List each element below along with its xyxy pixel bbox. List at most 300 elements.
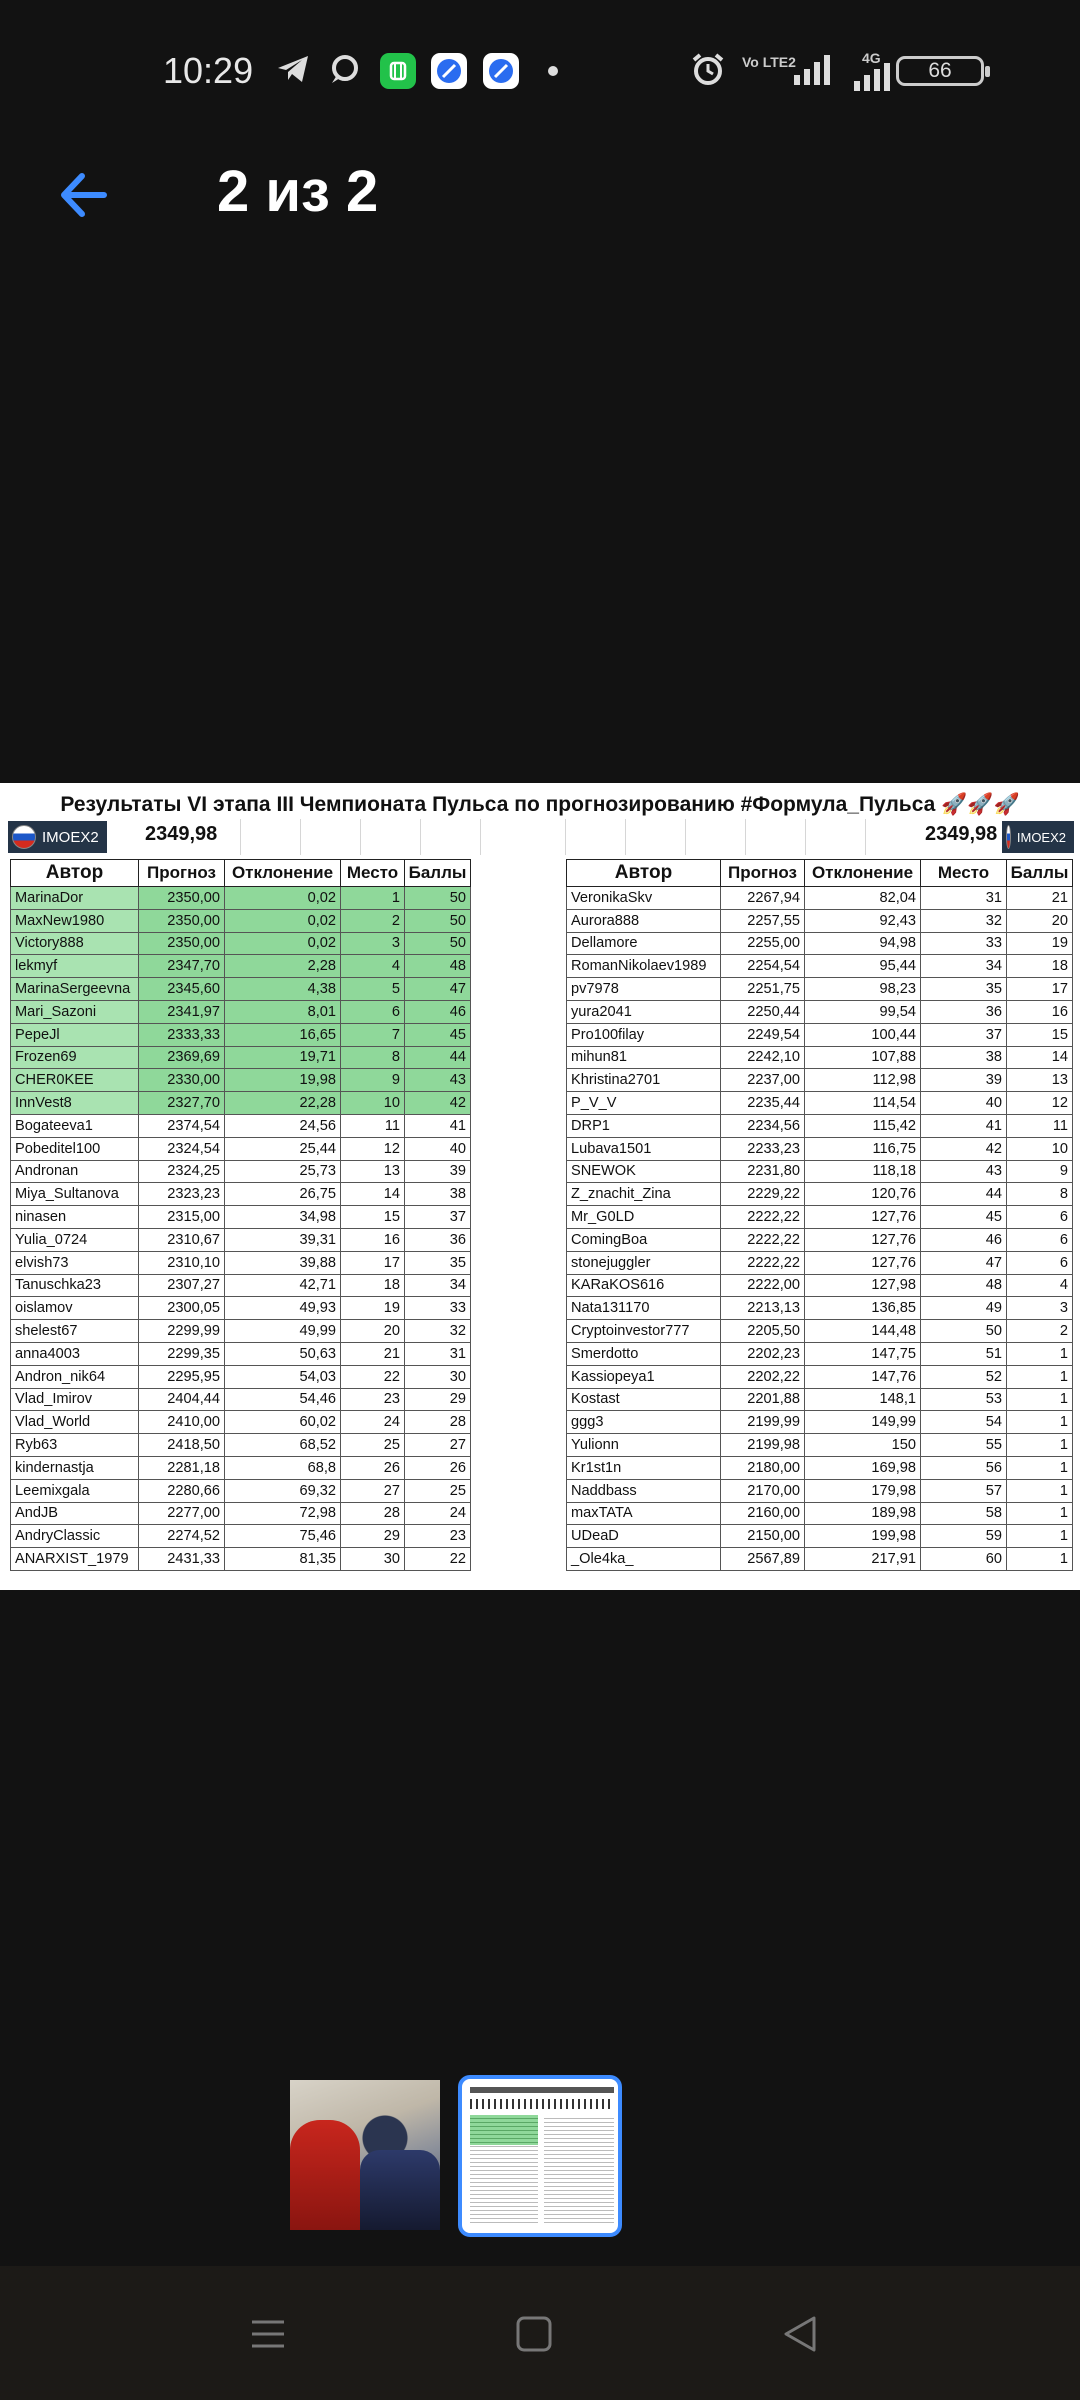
thumbnail-table-highlight [470,2115,538,2145]
cell-deviation: 19,98 [225,1069,341,1092]
cell-forecast: 2254,54 [721,955,805,978]
cell-points: 19 [1007,932,1073,955]
cell-forecast: 2299,99 [139,1320,225,1343]
cell-author: Z_znachit_Zina [567,1183,721,1206]
telegram-icon [276,52,310,86]
photo-thumbnail[interactable] [290,2080,440,2230]
index-badge-right [1002,821,1074,853]
table-row [567,1251,1073,1274]
cell-author: ggg3 [567,1411,721,1434]
cell-points: 34 [405,1274,471,1297]
cell-deviation: 92,43 [805,909,921,932]
cell-place: 41 [921,1114,1007,1137]
cell-points: 12 [1007,1092,1073,1115]
cell-points: 48 [405,955,471,978]
cell-deviation: 25,44 [225,1137,341,1160]
cell-place: 2 [341,909,405,932]
table-row [567,1228,1073,1251]
cell-place: 57 [921,1479,1007,1502]
table-row [11,1206,471,1229]
cell-author: MarinaSergeevna [11,978,139,1001]
cell-points: 29 [405,1388,471,1411]
cell-place: 1 [341,887,405,910]
column-header-place: Место [921,860,1007,887]
cell-forecast: 2202,22 [721,1365,805,1388]
table-row [11,1548,471,1571]
index-label: IMOEX2 [42,828,99,846]
cell-deviation: 54,03 [225,1365,341,1388]
image-viewer[interactable] [0,783,1080,1590]
cell-deviation: 0,02 [225,932,341,955]
cell-forecast: 2310,10 [139,1251,225,1274]
cell-author: ninasen [11,1206,139,1229]
cell-forecast: 2327,70 [139,1092,225,1115]
cell-forecast: 2404,44 [139,1388,225,1411]
cell-points: 23 [405,1525,471,1548]
cell-place: 28 [341,1502,405,1525]
column-header-points: Баллы [1007,860,1073,887]
cell-deviation: 25,73 [225,1160,341,1183]
column-header-deviation: Отклонение [225,860,341,887]
cell-points: 1 [1007,1479,1073,1502]
cell-author: Yulionn [567,1434,721,1457]
cell-deviation: 114,54 [805,1092,921,1115]
cell-place: 54 [921,1411,1007,1434]
table-thumbnail[interactable] [458,2075,622,2237]
cell-points: 11 [1007,1114,1073,1137]
cell-author: Mari_Sazoni [11,1000,139,1023]
cell-deviation: 49,93 [225,1297,341,1320]
cell-points: 26 [405,1456,471,1479]
cell-deviation: 81,35 [225,1548,341,1571]
cell-place: 3 [341,932,405,955]
cell-deviation: 100,44 [805,1023,921,1046]
table-row [567,1456,1073,1479]
cell-place: 35 [921,978,1007,1001]
menu-button[interactable] [240,2306,296,2362]
cell-place: 26 [341,1456,405,1479]
cell-points: 1 [1007,1388,1073,1411]
thumbnail-header-line [470,2099,614,2109]
racer-figure [290,2120,360,2230]
cell-place: 59 [921,1525,1007,1548]
cell-forecast: 2324,25 [139,1160,225,1183]
green-app-icon [380,53,416,89]
page-title: 2 из 2 [217,159,379,224]
cell-place: 22 [341,1365,405,1388]
table-row [11,1297,471,1320]
index-value-right: 2349,98 [925,823,998,845]
table-row [567,978,1073,1001]
cell-place: 6 [341,1000,405,1023]
column-header-points: Баллы [405,860,471,887]
table-row [11,1114,471,1137]
home-button[interactable] [506,2306,562,2362]
back-nav-button[interactable] [772,2306,828,2362]
signal-4g-label: 4G [862,50,881,66]
cell-place: 23 [341,1388,405,1411]
cell-forecast: 2205,50 [721,1320,805,1343]
table-row [11,1069,471,1092]
column-header-author: Автор [567,860,721,887]
cell-place: 53 [921,1388,1007,1411]
table-row [567,1274,1073,1297]
table-row [11,955,471,978]
cell-points: 45 [405,1023,471,1046]
column-header-forecast: Прогноз [721,860,805,887]
cell-place: 4 [341,955,405,978]
cell-place: 11 [341,1114,405,1137]
cell-points: 21 [1007,887,1073,910]
table-row [11,1411,471,1434]
cell-points: 37 [405,1206,471,1229]
table-row [11,1388,471,1411]
cell-forecast: 2250,44 [721,1000,805,1023]
cell-points: 10 [1007,1137,1073,1160]
cell-place: 32 [921,909,1007,932]
table-row [11,1525,471,1548]
cell-author: mihun81 [567,1046,721,1069]
cell-points: 6 [1007,1251,1073,1274]
cell-forecast: 2307,27 [139,1274,225,1297]
column-header-deviation: Отклонение [805,860,921,887]
cell-place: 8 [341,1046,405,1069]
cell-forecast: 2300,05 [139,1297,225,1320]
cell-place: 31 [921,887,1007,910]
cell-forecast: 2202,23 [721,1342,805,1365]
table-row [11,1342,471,1365]
cell-points: 4 [1007,1274,1073,1297]
table-row [11,1228,471,1251]
cell-deviation: 217,91 [805,1548,921,1571]
cell-deviation: 39,88 [225,1251,341,1274]
menu-icon [240,2306,296,2362]
cell-forecast: 2295,95 [139,1365,225,1388]
cell-deviation: 94,98 [805,932,921,955]
table-row [11,1456,471,1479]
cell-forecast: 2150,00 [721,1525,805,1548]
cell-place: 24 [341,1411,405,1434]
cell-forecast: 2567,89 [721,1548,805,1571]
cell-forecast: 2251,75 [721,978,805,1001]
cell-forecast: 2255,00 [721,932,805,955]
cell-forecast: 2281,18 [139,1456,225,1479]
cell-deviation: 127,76 [805,1206,921,1229]
table-row [11,932,471,955]
cell-forecast: 2229,22 [721,1183,805,1206]
cell-deviation: 34,98 [225,1206,341,1229]
cell-author: Yulia_0724 [11,1228,139,1251]
table-row [11,1251,471,1274]
cell-place: 49 [921,1297,1007,1320]
cell-place: 29 [341,1525,405,1548]
table-row [567,1092,1073,1115]
cell-deviation: 149,99 [805,1411,921,1434]
cell-author: maxTATA [567,1502,721,1525]
results-table-right [566,859,1073,1571]
cell-deviation: 0,02 [225,887,341,910]
index-label: IMOEX2 [1016,829,1066,845]
cell-forecast: 2213,13 [721,1297,805,1320]
cell-author: AndJB [11,1502,139,1525]
cell-author: oislamov [11,1297,139,1320]
cell-forecast: 2234,56 [721,1114,805,1137]
cell-forecast: 2333,33 [139,1023,225,1046]
cell-deviation: 49,99 [225,1320,341,1343]
column-header-author: Автор [11,860,139,887]
cell-forecast: 2324,54 [139,1137,225,1160]
back-button[interactable] [52,160,122,230]
table-row [11,1023,471,1046]
cell-place: 45 [921,1206,1007,1229]
cell-author: kindernastja [11,1456,139,1479]
cell-author: Andron_nik64 [11,1365,139,1388]
cell-points: 50 [405,932,471,955]
cell-author: Nata131170 [567,1297,721,1320]
status-bar [0,0,1080,140]
cell-forecast: 2235,44 [721,1092,805,1115]
cell-points: 27 [405,1434,471,1457]
table-row [567,955,1073,978]
cell-author: RomanNikolaev1989 [567,955,721,978]
cell-forecast: 2347,70 [139,955,225,978]
cell-deviation: 127,76 [805,1228,921,1251]
cell-forecast: 2222,22 [721,1228,805,1251]
table-row [11,1320,471,1343]
cell-place: 60 [921,1548,1007,1571]
cell-place: 42 [921,1137,1007,1160]
cell-points: 18 [1007,955,1073,978]
cell-author: InnVest8 [11,1092,139,1115]
table-row [11,1502,471,1525]
column-header-place: Место [341,860,405,887]
cell-points: 41 [405,1114,471,1137]
cell-points: 30 [405,1365,471,1388]
cell-points: 17 [1007,978,1073,1001]
table-row [567,909,1073,932]
cell-author: lekmyf [11,955,139,978]
cell-author: yura2041 [567,1000,721,1023]
cell-place: 51 [921,1342,1007,1365]
cell-deviation: 75,46 [225,1525,341,1548]
cell-forecast: 2199,99 [721,1411,805,1434]
cell-author: Leemixgala [11,1479,139,1502]
cell-author: Dellamore [567,932,721,955]
cell-place: 27 [341,1479,405,1502]
cell-place: 30 [341,1548,405,1571]
cell-forecast: 2267,94 [721,887,805,910]
table-row [11,1183,471,1206]
blue-app-icon [483,53,519,89]
table-row [567,1342,1073,1365]
cell-place: 39 [921,1069,1007,1092]
table-row [11,1160,471,1183]
blue-app-icon [431,53,467,89]
cell-author: AndryClassic [11,1525,139,1548]
signal-icon [792,52,834,86]
cell-author: Khristina2701 [567,1069,721,1092]
cell-author: Kr1st1n [567,1456,721,1479]
cell-points: 35 [405,1251,471,1274]
cell-author: Vlad_Imirov [11,1388,139,1411]
cell-deviation: 116,75 [805,1137,921,1160]
cell-deviation: 107,88 [805,1046,921,1069]
cell-deviation: 8,01 [225,1000,341,1023]
cell-place: 34 [921,955,1007,978]
cell-forecast: 2170,00 [721,1479,805,1502]
cell-forecast: 2237,00 [721,1069,805,1092]
cell-deviation: 72,98 [225,1502,341,1525]
table-row [567,1160,1073,1183]
cell-place: 7 [341,1023,405,1046]
index-badge-left [8,821,107,853]
cell-points: 9 [1007,1160,1073,1183]
triangle-back-icon [772,2306,828,2362]
cell-forecast: 2369,69 [139,1046,225,1069]
cell-author: MaxNew1980 [11,909,139,932]
cell-place: 43 [921,1160,1007,1183]
cell-deviation: 147,76 [805,1365,921,1388]
table-row [567,1502,1073,1525]
cell-points: 6 [1007,1228,1073,1251]
more-dot-icon [548,66,558,76]
cell-place: 20 [341,1320,405,1343]
table-row [567,932,1073,955]
table-row [567,1388,1073,1411]
table-row [11,1365,471,1388]
image-title [0,793,1080,817]
cell-forecast: 2242,10 [721,1046,805,1069]
cell-author: shelest67 [11,1320,139,1343]
cell-forecast: 2222,22 [721,1206,805,1229]
cell-place: 38 [921,1046,1007,1069]
cell-forecast: 2280,66 [139,1479,225,1502]
cell-points: 3 [1007,1297,1073,1320]
cell-deviation: 68,52 [225,1434,341,1457]
table-row [11,1479,471,1502]
cell-place: 52 [921,1365,1007,1388]
cell-points: 1 [1007,1411,1073,1434]
table-row [567,1069,1073,1092]
cell-author: Naddbass [567,1479,721,1502]
cell-points: 24 [405,1502,471,1525]
table-row [11,1137,471,1160]
thumbnail-table-right [544,2115,614,2225]
cell-forecast: 2350,00 [139,887,225,910]
cell-author: Kassiopeya1 [567,1365,721,1388]
cell-author: elvish73 [11,1251,139,1274]
cell-author: PepeJl [11,1023,139,1046]
cell-deviation: 60,02 [225,1411,341,1434]
cell-points: 43 [405,1069,471,1092]
cell-forecast: 2257,55 [721,909,805,932]
arrow-left-icon [52,160,122,230]
cell-points: 1 [1007,1502,1073,1525]
cell-forecast: 2222,00 [721,1274,805,1297]
cell-forecast: 2315,00 [139,1206,225,1229]
cell-points: 15 [1007,1023,1073,1046]
cell-deviation: 26,75 [225,1183,341,1206]
cell-points: 33 [405,1297,471,1320]
cell-forecast: 2330,00 [139,1069,225,1092]
cell-deviation: 0,02 [225,909,341,932]
cell-points: 44 [405,1046,471,1069]
cell-points: 46 [405,1000,471,1023]
cell-place: 48 [921,1274,1007,1297]
cell-points: 1 [1007,1342,1073,1365]
cell-points: 8 [1007,1183,1073,1206]
cell-author: Pobeditel100 [11,1137,139,1160]
cell-points: 13 [1007,1069,1073,1092]
cell-deviation: 127,76 [805,1251,921,1274]
cell-points: 16 [1007,1000,1073,1023]
cell-points: 40 [405,1137,471,1160]
cell-points: 1 [1007,1525,1073,1548]
cell-forecast: 2274,52 [139,1525,225,1548]
cell-place: 5 [341,978,405,1001]
cell-author: Cryptoinvestor777 [567,1320,721,1343]
cell-deviation: 136,85 [805,1297,921,1320]
cell-forecast: 2299,35 [139,1342,225,1365]
table-row [567,1183,1073,1206]
russia-flag-icon [12,825,36,849]
cell-points: 1 [1007,1548,1073,1571]
cell-author: CHER0KEE [11,1069,139,1092]
driver-figure [360,2150,440,2230]
grid-background [240,819,540,855]
cell-forecast: 2199,98 [721,1434,805,1457]
cell-author: pv7978 [567,978,721,1001]
cell-forecast: 2350,00 [139,932,225,955]
cell-author: Bogateeva1 [11,1114,139,1137]
cell-forecast: 2231,80 [721,1160,805,1183]
cell-deviation: 42,71 [225,1274,341,1297]
cell-author: Andronan [11,1160,139,1183]
table-row [567,1000,1073,1023]
cell-place: 9 [341,1069,405,1092]
cell-author: Lubava1501 [567,1137,721,1160]
cell-deviation: 169,98 [805,1456,921,1479]
cell-points: 22 [405,1548,471,1571]
rocket-icon: 🚀🚀🚀 [941,793,1020,816]
cell-forecast: 2180,00 [721,1456,805,1479]
cell-author: Kostast [567,1388,721,1411]
cell-deviation: 24,56 [225,1114,341,1137]
table-row [11,978,471,1001]
cell-author: VeronikaSkv [567,887,721,910]
table-row [11,1274,471,1297]
cell-author: ANARXIST_1979 [11,1548,139,1571]
cell-deviation: 150 [805,1434,921,1457]
table-row [567,1114,1073,1137]
cell-author: Pro100filay [567,1023,721,1046]
table-row [11,1000,471,1023]
status-time: 10:29 [163,50,254,91]
cell-forecast: 2222,22 [721,1251,805,1274]
table-row [567,1320,1073,1343]
table-row [567,1046,1073,1069]
thumbnail-title-line [470,2087,614,2093]
cell-deviation: 118,18 [805,1160,921,1183]
navigation-bar [0,2266,1080,2400]
cell-deviation: 120,76 [805,1183,921,1206]
cell-place: 16 [341,1228,405,1251]
image-title-text: Результаты VI этапа III Чемпионата Пульса по прогнозированию #Формула_Пульса [60,793,936,816]
russia-flag-icon [1006,825,1011,849]
grid-background [565,819,915,855]
cell-place: 44 [921,1183,1007,1206]
cell-author: Vlad_World [11,1411,139,1434]
